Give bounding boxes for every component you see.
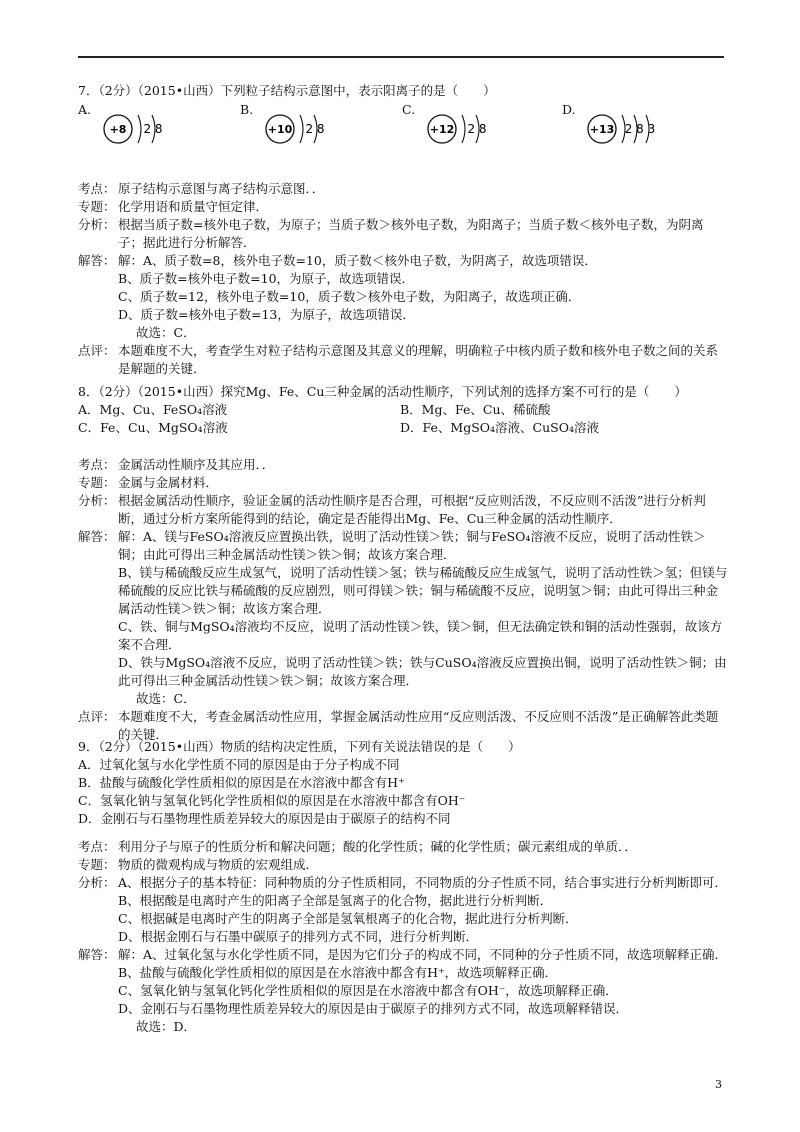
nucleus-charge: +12: [429, 123, 455, 136]
label-jieda: 解答：: [78, 253, 116, 268]
atom-structure-icon: [254, 107, 344, 151]
kaodian-text: 原子结构示意图与离子结构示意图．．: [118, 181, 325, 196]
label-fenxi: 分析：: [78, 875, 116, 890]
fenxi-line: D、根据金刚石与石墨中碳原子的排列方式不同，进行分析判断．: [118, 929, 479, 944]
kaodian-text: 金属活动性顺序及其应用．．: [118, 457, 275, 472]
label-fenxi: 分析：: [78, 217, 116, 232]
label-zhuanti: 专题：: [78, 199, 116, 214]
question-7-options: [78, 101, 728, 151]
jieda-answer: 故选：C．: [136, 691, 196, 706]
atom-structure-icon: [416, 107, 506, 151]
atom-structure-icon: [576, 107, 686, 151]
jieda-line: 解：A、过氧化氢与水化学性质不同，是因为它们分子的构成不同，不同种的分子性质不同，故选项解释正确．: [118, 947, 728, 962]
zhuanti-text: 金属与金属材料．: [118, 475, 219, 490]
option-c: C．Fe、Cu、MgSO₄溶液: [78, 420, 228, 435]
label-dianping: 点评：: [78, 343, 116, 358]
header-rule: [78, 56, 724, 58]
jieda-line: C、铁、铜与MgSO₄溶液均不反应，说明了活动性镁＞铁，镁＞铜，但无法确定铁和铜的活动性强弱，故该方案不合理．: [118, 619, 723, 652]
option-letter: A.: [78, 102, 92, 117]
option-d: D．金刚石与石墨物理性质差异较大的原因是由于碳原子的结构不同: [78, 811, 451, 826]
option-d-diagram: [562, 101, 702, 151]
jieda-answer: 故选：D．: [136, 1019, 197, 1034]
jieda-line: 解：A、质子数=8，核外电子数=10，质子数＜核外电子数，为阴离子，故选项错误．: [118, 253, 597, 268]
option-b: B．盐酸与硫酸化学性质相似的原因是在水溶液中都含有H⁺: [78, 775, 405, 790]
question-7-stem: 7．（2分）（2015•山西）下列粒子结构示意图中，表示阳离子的是（ ）: [78, 83, 496, 98]
label-fenxi: 分析：: [78, 493, 116, 508]
fenxi-line: C、根据碱是电离时产生的阴离子全部是氢氧根离子的化合物，据此进行分析判断．: [118, 911, 578, 926]
question-7-analysis: [78, 180, 728, 378]
question-8-stem: 8．（2分）（2015•山西）探究Mg、Fe、Cu三种金属的活动性顺序，下列试剂的选择方案不可行的是（ ）: [78, 384, 687, 399]
jieda-line: B、盐酸与硫酸化学性质相似的原因是在水溶液中都含有H⁺，故选项解释正确．: [118, 965, 558, 980]
jieda-answer: 故选：C．: [136, 325, 196, 340]
jieda-line: 解：A、镁与FeSO₄溶液反应置换出铁，说明了活动性镁＞铁；铜与FeSO₄溶液不反应，说明了活动性铁＞铜；由此可得出三种金属活动性镁＞铁＞铜；故该方案合理．: [118, 529, 706, 562]
question-8-analysis: [78, 456, 728, 744]
page-number: 3: [715, 1078, 722, 1091]
jieda-line: C、氢氧化钠与氢氧化钙化学性质相似的原因是在水溶液中都含有OH⁻，故选项解释正确．: [118, 983, 618, 998]
nucleus-charge: +8: [109, 123, 127, 136]
option-b: B．Mg、Fe、Cu、稀硫酸: [400, 402, 551, 417]
option-letter: D.: [562, 102, 576, 117]
kaodian-text: 利用分子与原子的性质分析和解决问题；酸的化学性质；碱的化学性质；碳元素组成的单质．．: [118, 839, 637, 854]
question-8-options: [78, 401, 728, 437]
label-kaodian: 考点：: [78, 839, 116, 854]
option-letter: C.: [402, 102, 416, 117]
jieda-line: C、质子数=12，核外电子数=10，质子数＞核外电子数，为阳离子，故选项正确．: [118, 289, 581, 304]
label-kaodian: 考点：: [78, 181, 116, 196]
nucleus-charge: +10: [267, 123, 293, 136]
fenxi-text: 根据金属活动性顺序，验证金属的活动性顺序是否合理，可根据“反应则活泼，不反应则不活泼”进行分析判断，通过分析方案所能得到的结论，确定是否能得出Mg、Fe、Cu三种金属的活动性顺序．: [118, 493, 706, 526]
option-a-diagram: [78, 101, 218, 151]
option-letter: B.: [240, 102, 254, 117]
question-9-analysis: [78, 838, 728, 1036]
zhuanti-text: 物质的微观构成与物质的宏观组成．: [118, 857, 319, 872]
dianping-text: 本题难度不大，考查学生对粒子结构示意图及其意义的理解，明确粒子中核内质子数和核外电子数之间的关系是解题的关键．: [118, 343, 719, 376]
zhuanti-text: 化学用语和质量守恒定律．: [118, 199, 269, 214]
atom-structure-icon: [92, 107, 182, 151]
option-a: A．Mg、Cu、FeSO₄溶液: [78, 402, 228, 417]
question-9-options: [78, 756, 728, 828]
electron-shells: 2 8 3: [624, 122, 656, 136]
option-b-diagram: [240, 101, 380, 151]
jieda-line: D、铁与MgSO₄溶液不反应，说明了活动性镁＞铁；铁与CuSO₄溶液反应置换出铜，说明了活动性铁＞铜；由此可得出三种金属活动性镁＞铁＞铜；故该方案合理．: [118, 655, 727, 688]
fenxi-line: A、根据分子的基本特征：同种物质的分子性质相同，不同物质的分子性质不同，结合事实进行分析判断即可．: [118, 875, 728, 890]
dianping-text: 本题难度不大，考查金属活动性应用，掌握金属活动性应用“反应则活泼、不反应则不活泼”是正确解答此类题的关键．: [118, 709, 719, 742]
question-9-stem: 9．（2分）（2015•山西）物质的结构决定性质，下列有关说法错误的是（ ）: [78, 739, 521, 754]
fenxi-line: B、根据酸是电离时产生的阳离子全部是氢离子的化合物，据此进行分析判断．: [118, 893, 553, 908]
label-zhuanti: 专题：: [78, 475, 116, 490]
option-c: C．氢氧化钠与氢氧化钙化学性质相似的原因是在水溶液中都含有OH⁻: [78, 793, 466, 808]
electron-shells: 2 8: [305, 122, 325, 136]
jieda-line: D、质子数=核外电子数=13，为原子，故选项错误．: [118, 307, 415, 322]
electron-shells: 2 8: [467, 122, 487, 136]
electron-shells: 2 8: [143, 122, 163, 136]
option-a: A．过氧化氢与水化学性质不同的原因是由于分子构成不同: [78, 757, 400, 772]
label-jieda: 解答：: [78, 529, 116, 544]
label-kaodian: 考点：: [78, 457, 116, 472]
option-d: D．Fe、MgSO₄溶液、CuSO₄溶液: [400, 420, 599, 435]
fenxi-text: 根据当质子数=核外电子数，为原子；当质子数＞核外电子数，为阳离子；当质子数＜核外电子数，为阴离子；据此进行分析解答．: [118, 217, 704, 250]
jieda-line: B、镁与稀硫酸反应生成氢气，说明了活动性镁＞氢；铁与稀硫酸反应生成氢气，说明了活动性铁＞氢；但镁与稀硫酸的反应比铁与稀硫酸的反应剧烈，则可得镁＞铁；铜与稀硫酸不反应，说明氢＞铜；由此可得出三种金属活动性镁＞铁＞铜；故该方案合理．: [118, 565, 728, 616]
jieda-line: D、金刚石与石墨物理性质差异较大的原因是由于碳原子的排列方式不同，故选项解释错误．: [118, 1001, 629, 1016]
nucleus-charge: +13: [589, 123, 615, 136]
option-c-diagram: [402, 101, 542, 151]
jieda-line: B、质子数=核外电子数=10，为原子，故选项错误．: [118, 271, 415, 286]
label-zhuanti: 专题：: [78, 857, 116, 872]
label-jieda: 解答：: [78, 947, 116, 962]
label-dianping: 点评：: [78, 709, 116, 724]
